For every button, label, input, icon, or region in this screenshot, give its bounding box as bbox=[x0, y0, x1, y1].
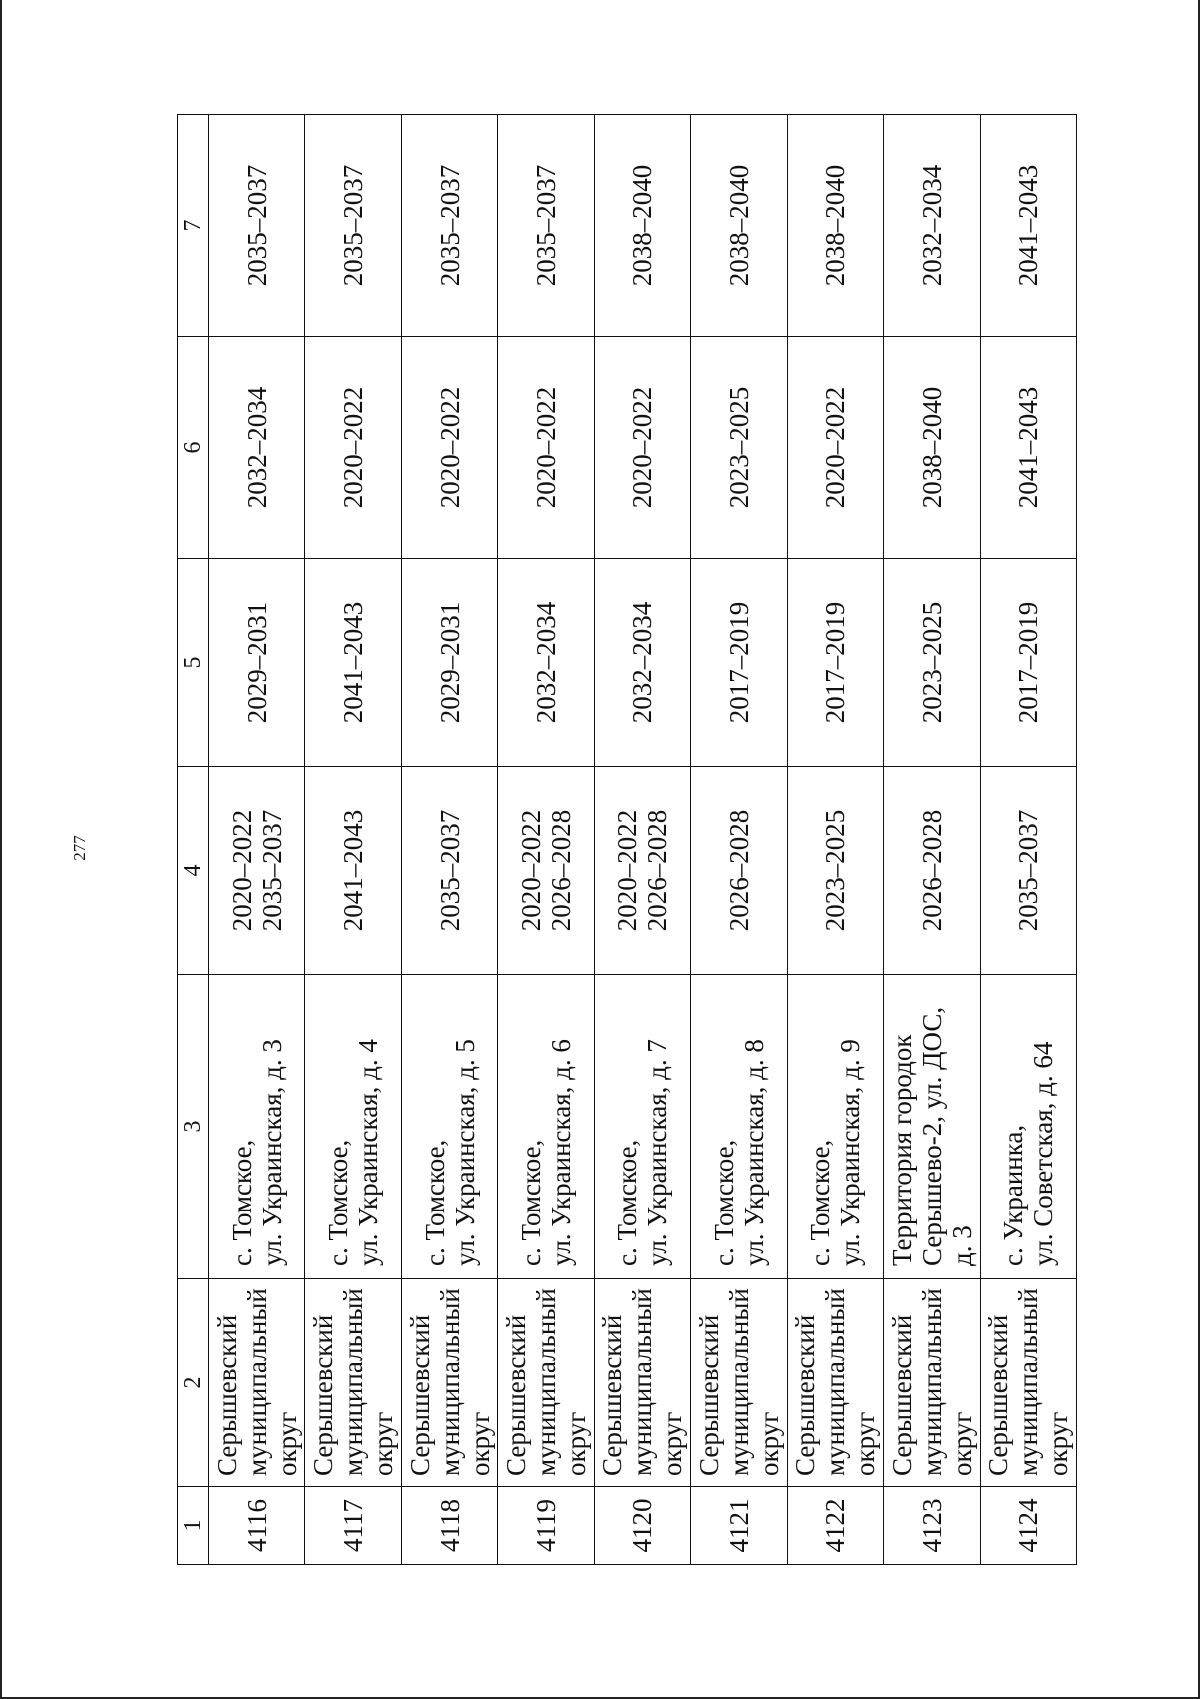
row-number: 4119 bbox=[531, 1499, 562, 1552]
address-cell bbox=[787, 975, 883, 1279]
cell-line: округ bbox=[850, 1411, 881, 1476]
row-number: 4124 bbox=[1013, 1498, 1044, 1553]
cell-line: муниципальный bbox=[1013, 1288, 1044, 1476]
municipality-cell bbox=[209, 1279, 305, 1487]
cell-line: 2026–2028 bbox=[642, 809, 673, 932]
period-cell-4 bbox=[884, 767, 980, 975]
cell-line: 2032–2034 bbox=[241, 386, 272, 509]
cell-line: Серышевский bbox=[693, 1314, 724, 1476]
period-cell-4 bbox=[305, 767, 401, 975]
period-cell-7 bbox=[884, 115, 980, 337]
cell-line: 2026–2028 bbox=[723, 809, 754, 932]
row-number-cell bbox=[594, 1487, 690, 1565]
cell-line: 2041–2043 bbox=[1013, 164, 1044, 287]
cell-line: 2020–2022 bbox=[531, 386, 562, 509]
table-body bbox=[209, 115, 1077, 1565]
row-number: 4116 bbox=[241, 1499, 272, 1552]
column-header: 2 bbox=[178, 1279, 209, 1487]
cell-line: с. Томское, bbox=[419, 1139, 450, 1266]
period-cell-7 bbox=[594, 115, 690, 337]
cell-line: 2029–2031 bbox=[434, 601, 465, 724]
municipality-cell bbox=[980, 1279, 1077, 1487]
column-header: 6 bbox=[178, 337, 209, 559]
cell-line: Серышевский bbox=[308, 1314, 339, 1476]
cell-line: ул. Украинская, д. 5 bbox=[449, 1039, 480, 1266]
address-cell bbox=[884, 975, 980, 1279]
cell-line: 2032–2034 bbox=[627, 601, 658, 724]
row-number-cell bbox=[980, 1487, 1077, 1565]
table-row bbox=[980, 115, 1077, 1565]
cell-line: 2020–2022 bbox=[820, 386, 851, 509]
period-cell-6 bbox=[787, 337, 883, 559]
cell-line: округ bbox=[753, 1411, 784, 1476]
table-row bbox=[498, 115, 594, 1565]
cell-line: 2041–2043 bbox=[338, 809, 369, 932]
column-header: 1 bbox=[178, 1487, 209, 1565]
period-cell-6 bbox=[209, 337, 305, 559]
cell-line: ул. Украинская, д. 8 bbox=[738, 1039, 769, 1266]
cell-line: ул. Украинская, д. 9 bbox=[835, 1039, 866, 1266]
address-cell bbox=[305, 975, 401, 1279]
table-row bbox=[884, 115, 980, 1565]
cell-line: с. Томское, bbox=[516, 1139, 547, 1266]
cell-line: ул. Украинская, д. 7 bbox=[642, 1039, 673, 1266]
period-cell-5 bbox=[305, 559, 401, 767]
cell-line: 2032–2034 bbox=[531, 601, 562, 724]
cell-line: муниципальный bbox=[434, 1288, 465, 1476]
period-cell-4 bbox=[209, 767, 305, 975]
cell-line: округ bbox=[271, 1411, 302, 1476]
period-cell-6 bbox=[980, 337, 1077, 559]
cell-line: 2023–2025 bbox=[820, 809, 851, 932]
cell-line: 2020–2022 bbox=[516, 809, 547, 932]
row-number: 4121 bbox=[723, 1498, 754, 1553]
cell-line: муниципальный bbox=[627, 1288, 658, 1476]
cell-line: с. Томское, bbox=[612, 1139, 643, 1266]
cell-line: Серышевский bbox=[790, 1314, 821, 1476]
period-cell-4 bbox=[787, 767, 883, 975]
cell-line: 2038–2040 bbox=[820, 164, 851, 287]
cell-line: муниципальный bbox=[531, 1288, 562, 1476]
row-number: 4120 bbox=[627, 1498, 658, 1553]
cell-line: ул. Советская, д. 64 bbox=[1028, 1041, 1059, 1266]
cell-line: округ bbox=[1043, 1411, 1074, 1476]
cell-line: 2035–2037 bbox=[338, 164, 369, 287]
cell-line: Серышевский bbox=[597, 1314, 628, 1476]
cell-line: 2017–2019 bbox=[820, 601, 851, 724]
cell-line: 2026–2028 bbox=[546, 809, 577, 932]
cell-line: муниципальный bbox=[916, 1288, 947, 1476]
row-number: 4123 bbox=[916, 1498, 947, 1553]
address-cell bbox=[498, 975, 594, 1279]
municipality-cell bbox=[787, 1279, 883, 1487]
row-number-cell bbox=[401, 1487, 497, 1565]
row-number: 4118 bbox=[434, 1499, 465, 1552]
cell-line: 2041–2043 bbox=[338, 601, 369, 724]
period-cell-7 bbox=[305, 115, 401, 337]
table-row bbox=[305, 115, 401, 1565]
period-cell-6 bbox=[691, 337, 787, 559]
row-number-cell bbox=[498, 1487, 594, 1565]
column-header: 7 bbox=[178, 115, 209, 337]
municipality-cell bbox=[401, 1279, 497, 1487]
cell-line: 2020–2022 bbox=[434, 386, 465, 509]
cell-line: Серышевский bbox=[886, 1314, 917, 1476]
address-cell bbox=[691, 975, 787, 1279]
cell-line: с. Томское, bbox=[708, 1139, 739, 1266]
cell-line: Серышевский bbox=[211, 1314, 242, 1476]
cell-line: ул. Украинская, д. 3 bbox=[256, 1039, 287, 1266]
period-cell-6 bbox=[498, 337, 594, 559]
period-cell-7 bbox=[787, 115, 883, 337]
rotated-table-container bbox=[177, 115, 1077, 1565]
cell-line: муниципальный bbox=[241, 1288, 272, 1476]
period-cell-6 bbox=[884, 337, 980, 559]
cell-line: с. Томское, bbox=[323, 1139, 354, 1266]
cell-line: округ bbox=[368, 1411, 399, 1476]
cell-line: муниципальный bbox=[338, 1288, 369, 1476]
period-cell-4 bbox=[980, 767, 1077, 975]
cell-line: 2041–2043 bbox=[1013, 386, 1044, 509]
municipality-cell bbox=[498, 1279, 594, 1487]
cell-line: 2035–2037 bbox=[434, 164, 465, 287]
period-cell-5 bbox=[980, 559, 1077, 767]
cell-line: Серышевский bbox=[501, 1314, 532, 1476]
cell-line: округ bbox=[561, 1411, 592, 1476]
period-cell-5 bbox=[691, 559, 787, 767]
cell-line: 2020–2022 bbox=[226, 809, 257, 932]
cell-line: 2020–2022 bbox=[338, 386, 369, 509]
cell-line: д. 3 bbox=[946, 1225, 977, 1266]
cell-line: 2035–2037 bbox=[241, 164, 272, 287]
page-number: 277 bbox=[70, 835, 89, 861]
column-header: 4 bbox=[178, 767, 209, 975]
period-cell-6 bbox=[305, 337, 401, 559]
table-row bbox=[401, 115, 497, 1565]
cell-line: Серышевский bbox=[983, 1314, 1014, 1476]
period-cell-5 bbox=[209, 559, 305, 767]
column-header: 5 bbox=[178, 559, 209, 767]
period-cell-4 bbox=[594, 767, 690, 975]
cell-line: 2026–2028 bbox=[916, 809, 947, 932]
period-cell-5 bbox=[884, 559, 980, 767]
cell-line: с. Томское, bbox=[226, 1139, 257, 1266]
cell-line: 2017–2019 bbox=[1013, 601, 1044, 724]
cell-line: 2032–2034 bbox=[916, 164, 947, 287]
schedule-table bbox=[177, 114, 1077, 1565]
period-cell-5 bbox=[401, 559, 497, 767]
cell-line: округ bbox=[464, 1411, 495, 1476]
period-cell-4 bbox=[498, 767, 594, 975]
municipality-cell bbox=[691, 1279, 787, 1487]
cell-line: округ bbox=[946, 1411, 977, 1476]
cell-line: 2035–2037 bbox=[1013, 809, 1044, 932]
address-cell bbox=[594, 975, 690, 1279]
address-cell bbox=[209, 975, 305, 1279]
column-header: 3 bbox=[178, 975, 209, 1279]
cell-line: 2038–2040 bbox=[916, 386, 947, 509]
row-number-cell bbox=[305, 1487, 401, 1565]
cell-line: 2023–2025 bbox=[723, 386, 754, 509]
period-cell-7 bbox=[401, 115, 497, 337]
cell-line: муниципальный bbox=[723, 1288, 754, 1476]
cell-line: Территория городок bbox=[886, 1034, 917, 1266]
table-row bbox=[209, 115, 305, 1565]
period-cell-6 bbox=[594, 337, 690, 559]
cell-line: ул. Украинская, д. 6 bbox=[546, 1039, 577, 1266]
period-cell-4 bbox=[401, 767, 497, 975]
row-number-cell bbox=[691, 1487, 787, 1565]
cell-line: 2038–2040 bbox=[627, 164, 658, 287]
cell-line: 2023–2025 bbox=[916, 601, 947, 724]
cell-line: 2035–2037 bbox=[434, 809, 465, 932]
table-row bbox=[691, 115, 787, 1565]
municipality-cell bbox=[594, 1279, 690, 1487]
row-number-cell bbox=[787, 1487, 883, 1565]
cell-line: муниципальный bbox=[820, 1288, 851, 1476]
cell-line: 2020–2022 bbox=[612, 809, 643, 932]
cell-line: округ bbox=[657, 1411, 688, 1476]
table-row bbox=[594, 115, 690, 1565]
cell-line: 2020–2022 bbox=[627, 386, 658, 509]
cell-line: 2029–2031 bbox=[241, 601, 272, 724]
period-cell-5 bbox=[498, 559, 594, 767]
cell-line: Серышево-2, ул. ДОС, bbox=[916, 1006, 947, 1266]
period-cell-5 bbox=[594, 559, 690, 767]
address-cell bbox=[401, 975, 497, 1279]
row-number-cell bbox=[209, 1487, 305, 1565]
period-cell-5 bbox=[787, 559, 883, 767]
period-cell-7 bbox=[980, 115, 1077, 337]
cell-line: 2035–2037 bbox=[531, 164, 562, 287]
cell-line: с. Украинка, bbox=[998, 1124, 1029, 1266]
row-number: 4122 bbox=[820, 1498, 851, 1553]
cell-line: 2038–2040 bbox=[723, 164, 754, 287]
period-cell-7 bbox=[691, 115, 787, 337]
cell-line: Серышевский bbox=[404, 1314, 435, 1476]
municipality-cell bbox=[884, 1279, 980, 1487]
municipality-cell bbox=[305, 1279, 401, 1487]
row-number: 4117 bbox=[338, 1499, 369, 1552]
cell-line: ул. Украинская, д. 4 bbox=[353, 1039, 384, 1266]
period-cell-7 bbox=[498, 115, 594, 337]
table-header-row bbox=[178, 115, 209, 1565]
cell-line: 2017–2019 bbox=[723, 601, 754, 724]
row-number-cell bbox=[884, 1487, 980, 1565]
period-cell-7 bbox=[209, 115, 305, 337]
period-cell-6 bbox=[401, 337, 497, 559]
cell-line: с. Томское, bbox=[805, 1139, 836, 1266]
period-cell-4 bbox=[691, 767, 787, 975]
table-row bbox=[787, 115, 883, 1565]
address-cell bbox=[980, 975, 1077, 1279]
cell-line: 2035–2037 bbox=[256, 809, 287, 932]
